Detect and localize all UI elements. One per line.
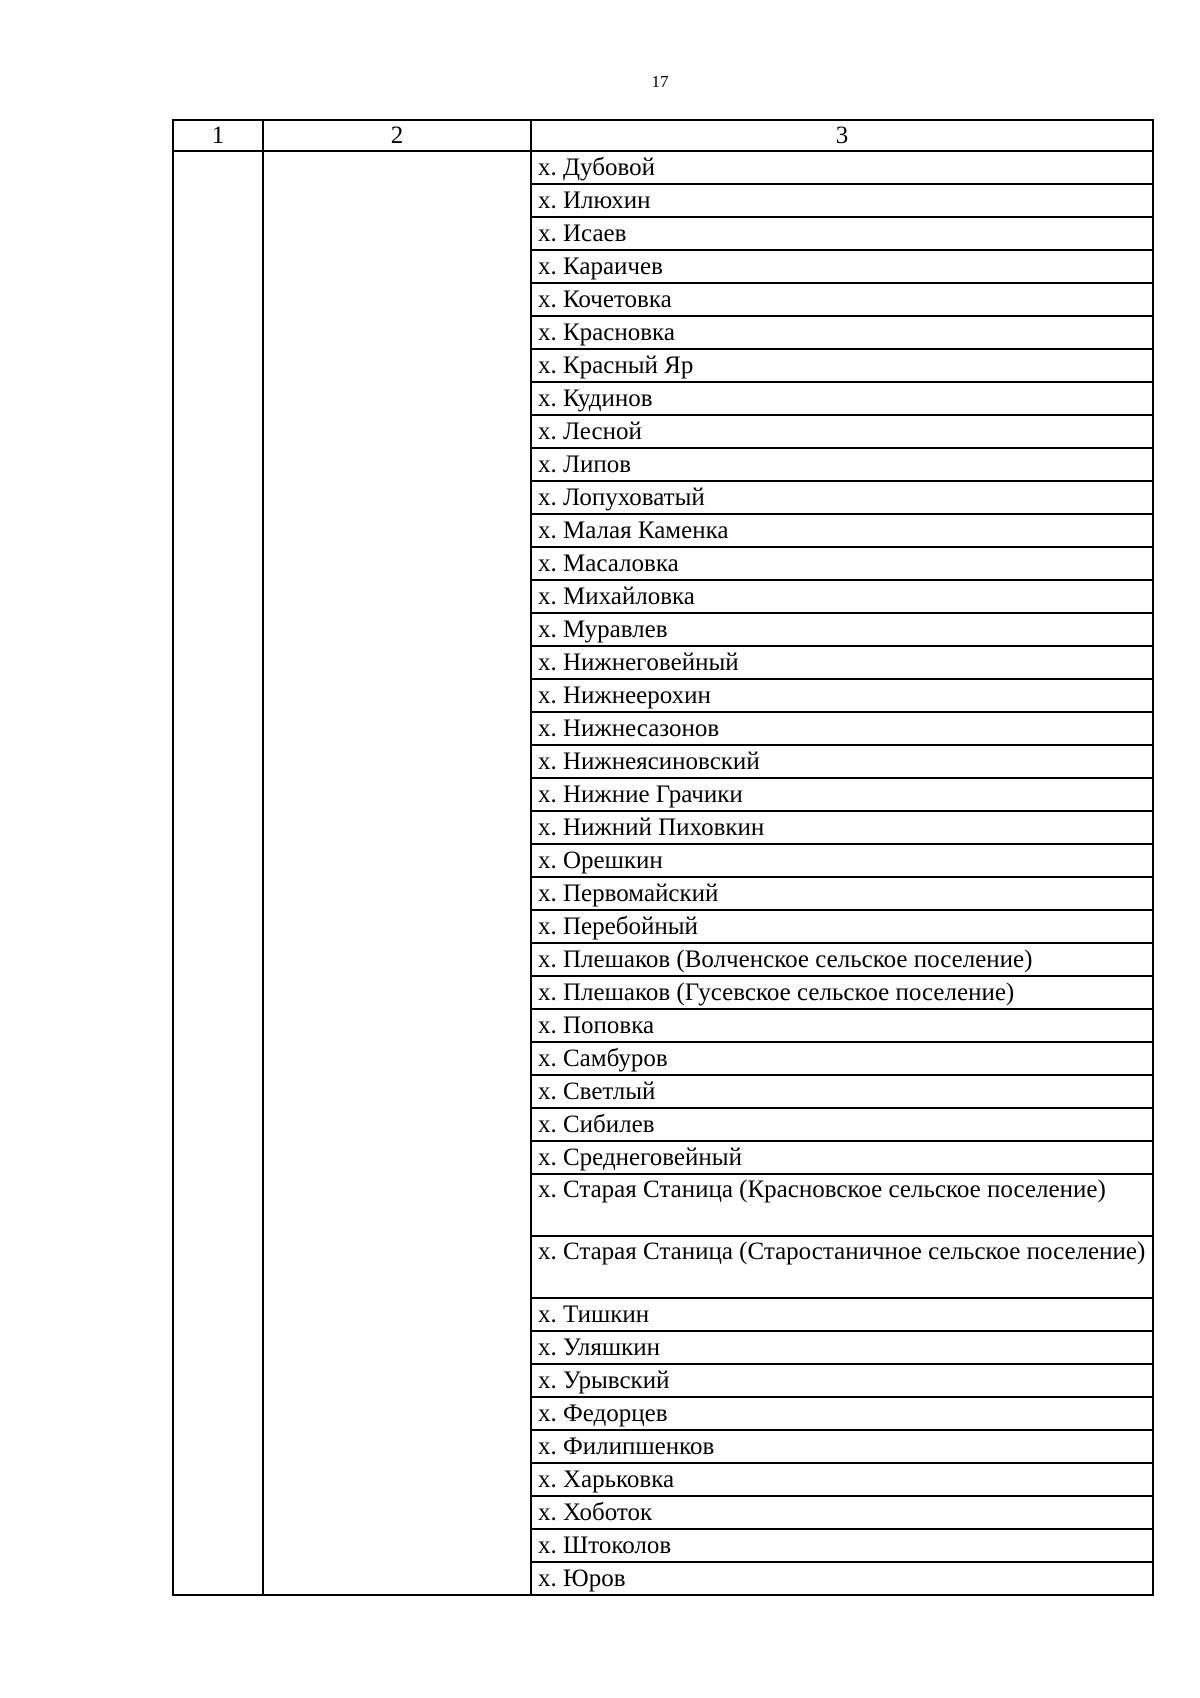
table-body	[173, 151, 1153, 1595]
column-header-2: 2	[263, 120, 531, 151]
settlement-name-cell: х. Юров	[531, 1562, 1153, 1595]
settlement-name-cell: х. Плешаков (Гусевское сельское поселение)	[531, 976, 1153, 1009]
settlement-name-cell: х. Первомайский	[531, 877, 1153, 910]
settlements-table	[172, 119, 1154, 1596]
settlement-name-cell: х. Нижнесазонов	[531, 712, 1153, 745]
settlement-name-cell: х. Красновка	[531, 316, 1153, 349]
settlement-name-cell: х. Кочетовка	[531, 283, 1153, 316]
settlement-name-cell: х. Плешаков (Волченское сельское поселение)	[531, 943, 1153, 976]
settlement-name-cell: х. Нижнегoвейный	[531, 646, 1153, 679]
settlement-name-cell: х. Сибилев	[531, 1108, 1153, 1141]
settlement-name-cell: х. Федорцев	[531, 1397, 1153, 1430]
table-row	[173, 151, 1153, 184]
settlement-name-cell: х. Дубовой	[531, 151, 1153, 184]
column-1-cell	[173, 151, 263, 1595]
settlement-name-cell: х. Илюхин	[531, 184, 1153, 217]
settlement-name-cell: х. Нижнеерохин	[531, 679, 1153, 712]
settlement-name-cell: х. Липов	[531, 448, 1153, 481]
settlement-name-cell: х. Хоботок	[531, 1496, 1153, 1529]
table-header-row	[173, 120, 1153, 151]
settlement-name-cell: х. Нижний Пиховкин	[531, 811, 1153, 844]
settlement-name-cell: х. Среднеговейный	[531, 1141, 1153, 1174]
settlement-name-cell: х. Перебойный	[531, 910, 1153, 943]
settlement-name-cell: х. Орешкин	[531, 844, 1153, 877]
settlement-name-cell: х. Масаловка	[531, 547, 1153, 580]
settlement-name-cell: х. Лопуховатый	[531, 481, 1153, 514]
settlement-name-cell: х. Малая Каменка	[531, 514, 1153, 547]
settlement-name-cell: х. Харьковка	[531, 1463, 1153, 1496]
settlement-name-cell: х. Старая Станица (Старостаничное сельское поселение)	[531, 1236, 1153, 1298]
column-2-cell	[263, 151, 531, 1595]
settlement-name-cell: х. Кудинов	[531, 382, 1153, 415]
settlement-name-cell: х. Караичев	[531, 250, 1153, 283]
settlement-name-cell: х. Урывский	[531, 1364, 1153, 1397]
settlement-name-cell: х. Красный Яр	[531, 349, 1153, 382]
settlement-name-cell: х. Поповка	[531, 1009, 1153, 1042]
column-header-3: 3	[531, 120, 1153, 151]
settlement-name-cell: х. Тишкин	[531, 1298, 1153, 1331]
settlement-name-cell: х. Самбуров	[531, 1042, 1153, 1075]
column-header-1: 1	[173, 120, 263, 151]
settlement-name-cell: х. Михайловка	[531, 580, 1153, 613]
settlement-name-cell: х. Лесной	[531, 415, 1153, 448]
settlement-name-cell: х. Старая Станица (Красновское сельское поселение)	[531, 1174, 1153, 1236]
page-number: 17	[651, 72, 669, 91]
settlement-name-cell: х. Муравлев	[531, 613, 1153, 646]
settlement-name-cell: х. Нижние Грачики	[531, 778, 1153, 811]
settlement-name-cell: х. Светлый	[531, 1075, 1153, 1108]
settlement-name-cell: х. Исаев	[531, 217, 1153, 250]
settlement-name-cell: х. Нижнеясиновский	[531, 745, 1153, 778]
settlement-name-cell: х. Филипшенков	[531, 1430, 1153, 1463]
settlement-name-cell: х. Уляшкин	[531, 1331, 1153, 1364]
settlement-name-cell: х. Штоколов	[531, 1529, 1153, 1562]
